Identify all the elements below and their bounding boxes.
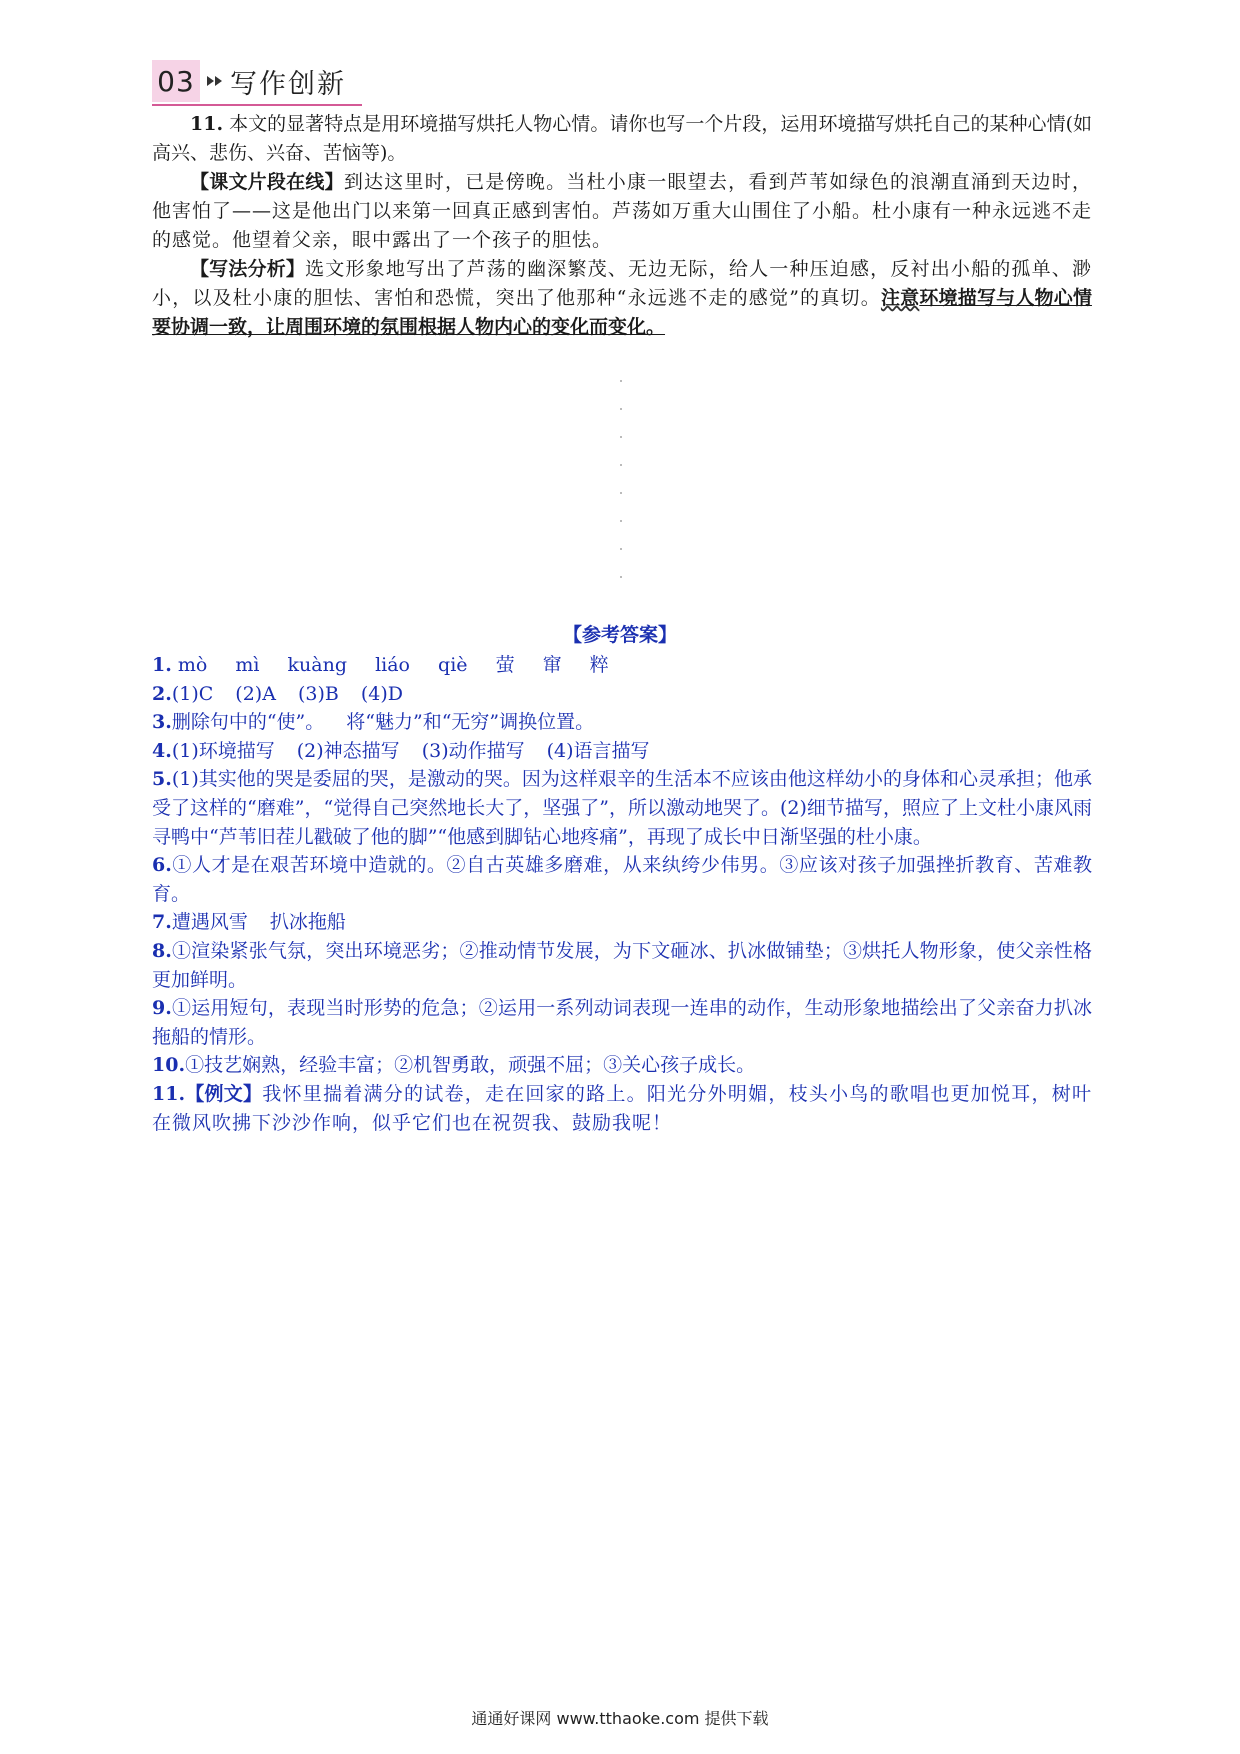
answer-9: 9.①运用短句，表现当时形势的危急；②运用一系列动词表现一连串的动作，生动形象地描绘出了父亲奋力扒冰拖船的情形。	[152, 997, 1092, 1048]
excerpt-label: 【课文片段在线】	[190, 171, 344, 193]
answer-5: 5.(1)其实他的哭是委屈的哭，是激动的哭。因为这样艰辛的生活本不应该由他这样幼小的身体和心灵承担；他承受了这样的“磨难”，“觉得自己突然地长大了，坚强了”，所以激动地哭了。(2)细节描写，照应了上文杜小康风雨寻鸭中“芦苇旧茬儿戳破了他的脚”“他感到脚钻心地疼痛”，再现了成长中日渐坚强的杜小康。	[152, 768, 1092, 848]
section-title: 写作创新	[230, 68, 346, 100]
analysis-paragraph	[152, 255, 1092, 342]
answer-3: 3.删除句中的“使”。 将“魅力”和“无穷”调换位置。	[152, 711, 595, 734]
answer-4: 4.(1)环境描写 (2)神态描写 (3)动作描写 (4)语言描写	[152, 739, 650, 762]
analysis-label: 【写法分析】	[190, 258, 306, 280]
answer-6: 6.①人才是在艰苦环境中造就的。②自古英雄多磨难，从来纨绔少伟男。③应该对孩子加强挫折教育、苦难教育。	[152, 854, 1092, 905]
section-number: 03	[152, 60, 200, 102]
answer-8: 8.①渲染紧张气氛，突出环境恶劣；②推动情节发展，为下文砸冰、扒冰做铺垫；③烘托人物形象，使父亲性格更加鲜明。	[152, 939, 1092, 991]
dotted-divider	[620, 380, 624, 610]
question-number: 11.	[190, 113, 224, 135]
section-header	[152, 58, 346, 104]
double-arrow-icon	[206, 74, 226, 88]
header-divider	[152, 104, 362, 106]
analysis-emphasis-lead: 注意	[880, 287, 920, 309]
question-text: 本文的显著特点是用环境描写烘托人物心情。请你也写一个片段，运用环境描写烘托自己的某种心情(如高兴、悲伤、兴奋、苦恼等)。	[152, 113, 1092, 164]
page-footer: 通通好课网 www.tthaoke.com 提供下载	[471, 1709, 769, 1728]
answer-7: 7.遭遇风雪 扒冰拖船	[152, 911, 346, 934]
answer-1: 1. mò mì kuàng liáo qiè 萤 窜 粹	[152, 654, 609, 676]
answer-11: 11.【例文】我怀里揣着满分的试卷，走在回家的路上。阳光分外明媚，枝头小鸟的歌唱也更加悦耳，树叶在微风吹拂下沙沙作响，似乎它们也在祝贺我、鼓励我呢！	[152, 1082, 1092, 1134]
question-prompt	[152, 110, 1092, 168]
excerpt-text: 到达这里时，已是傍晚。当杜小康一眼望去，看到芦苇如绿色的浪潮直涌到天边时，他害怕了——这是他出门以来第一回真正感到害怕。芦荡如万重大山围住了小船。杜小康有一种永远逃不走的感觉。他望着父亲，眼中露出了一个孩子的胆怯。	[152, 171, 1093, 251]
question-block	[152, 110, 1092, 342]
excerpt-paragraph	[152, 168, 1092, 255]
answers-heading: 【参考答案】	[562, 624, 677, 646]
answers-list	[152, 651, 1092, 1137]
analysis-emphasis-text: 环境描写与人物心情要协调一致，让周围环境的氛围根据人物内心的变化而变化。	[152, 287, 1092, 338]
answer-2: 2.(1)C (2)A (3)B (4)D	[152, 682, 403, 705]
answer-10: 10.①技艺娴熟，经验丰富；②机智勇敢，顽强不屈；③关心孩子成长。	[152, 1054, 756, 1077]
analysis-text: 选文形象地写出了芦荡的幽深繁茂、无边无际，给人一种压迫感，反衬出小船的孤单、渺小，以及杜小康的胆怯、害怕和恐慌，突出了他那种“永远逃不走的感觉”的真切。	[152, 258, 1092, 309]
